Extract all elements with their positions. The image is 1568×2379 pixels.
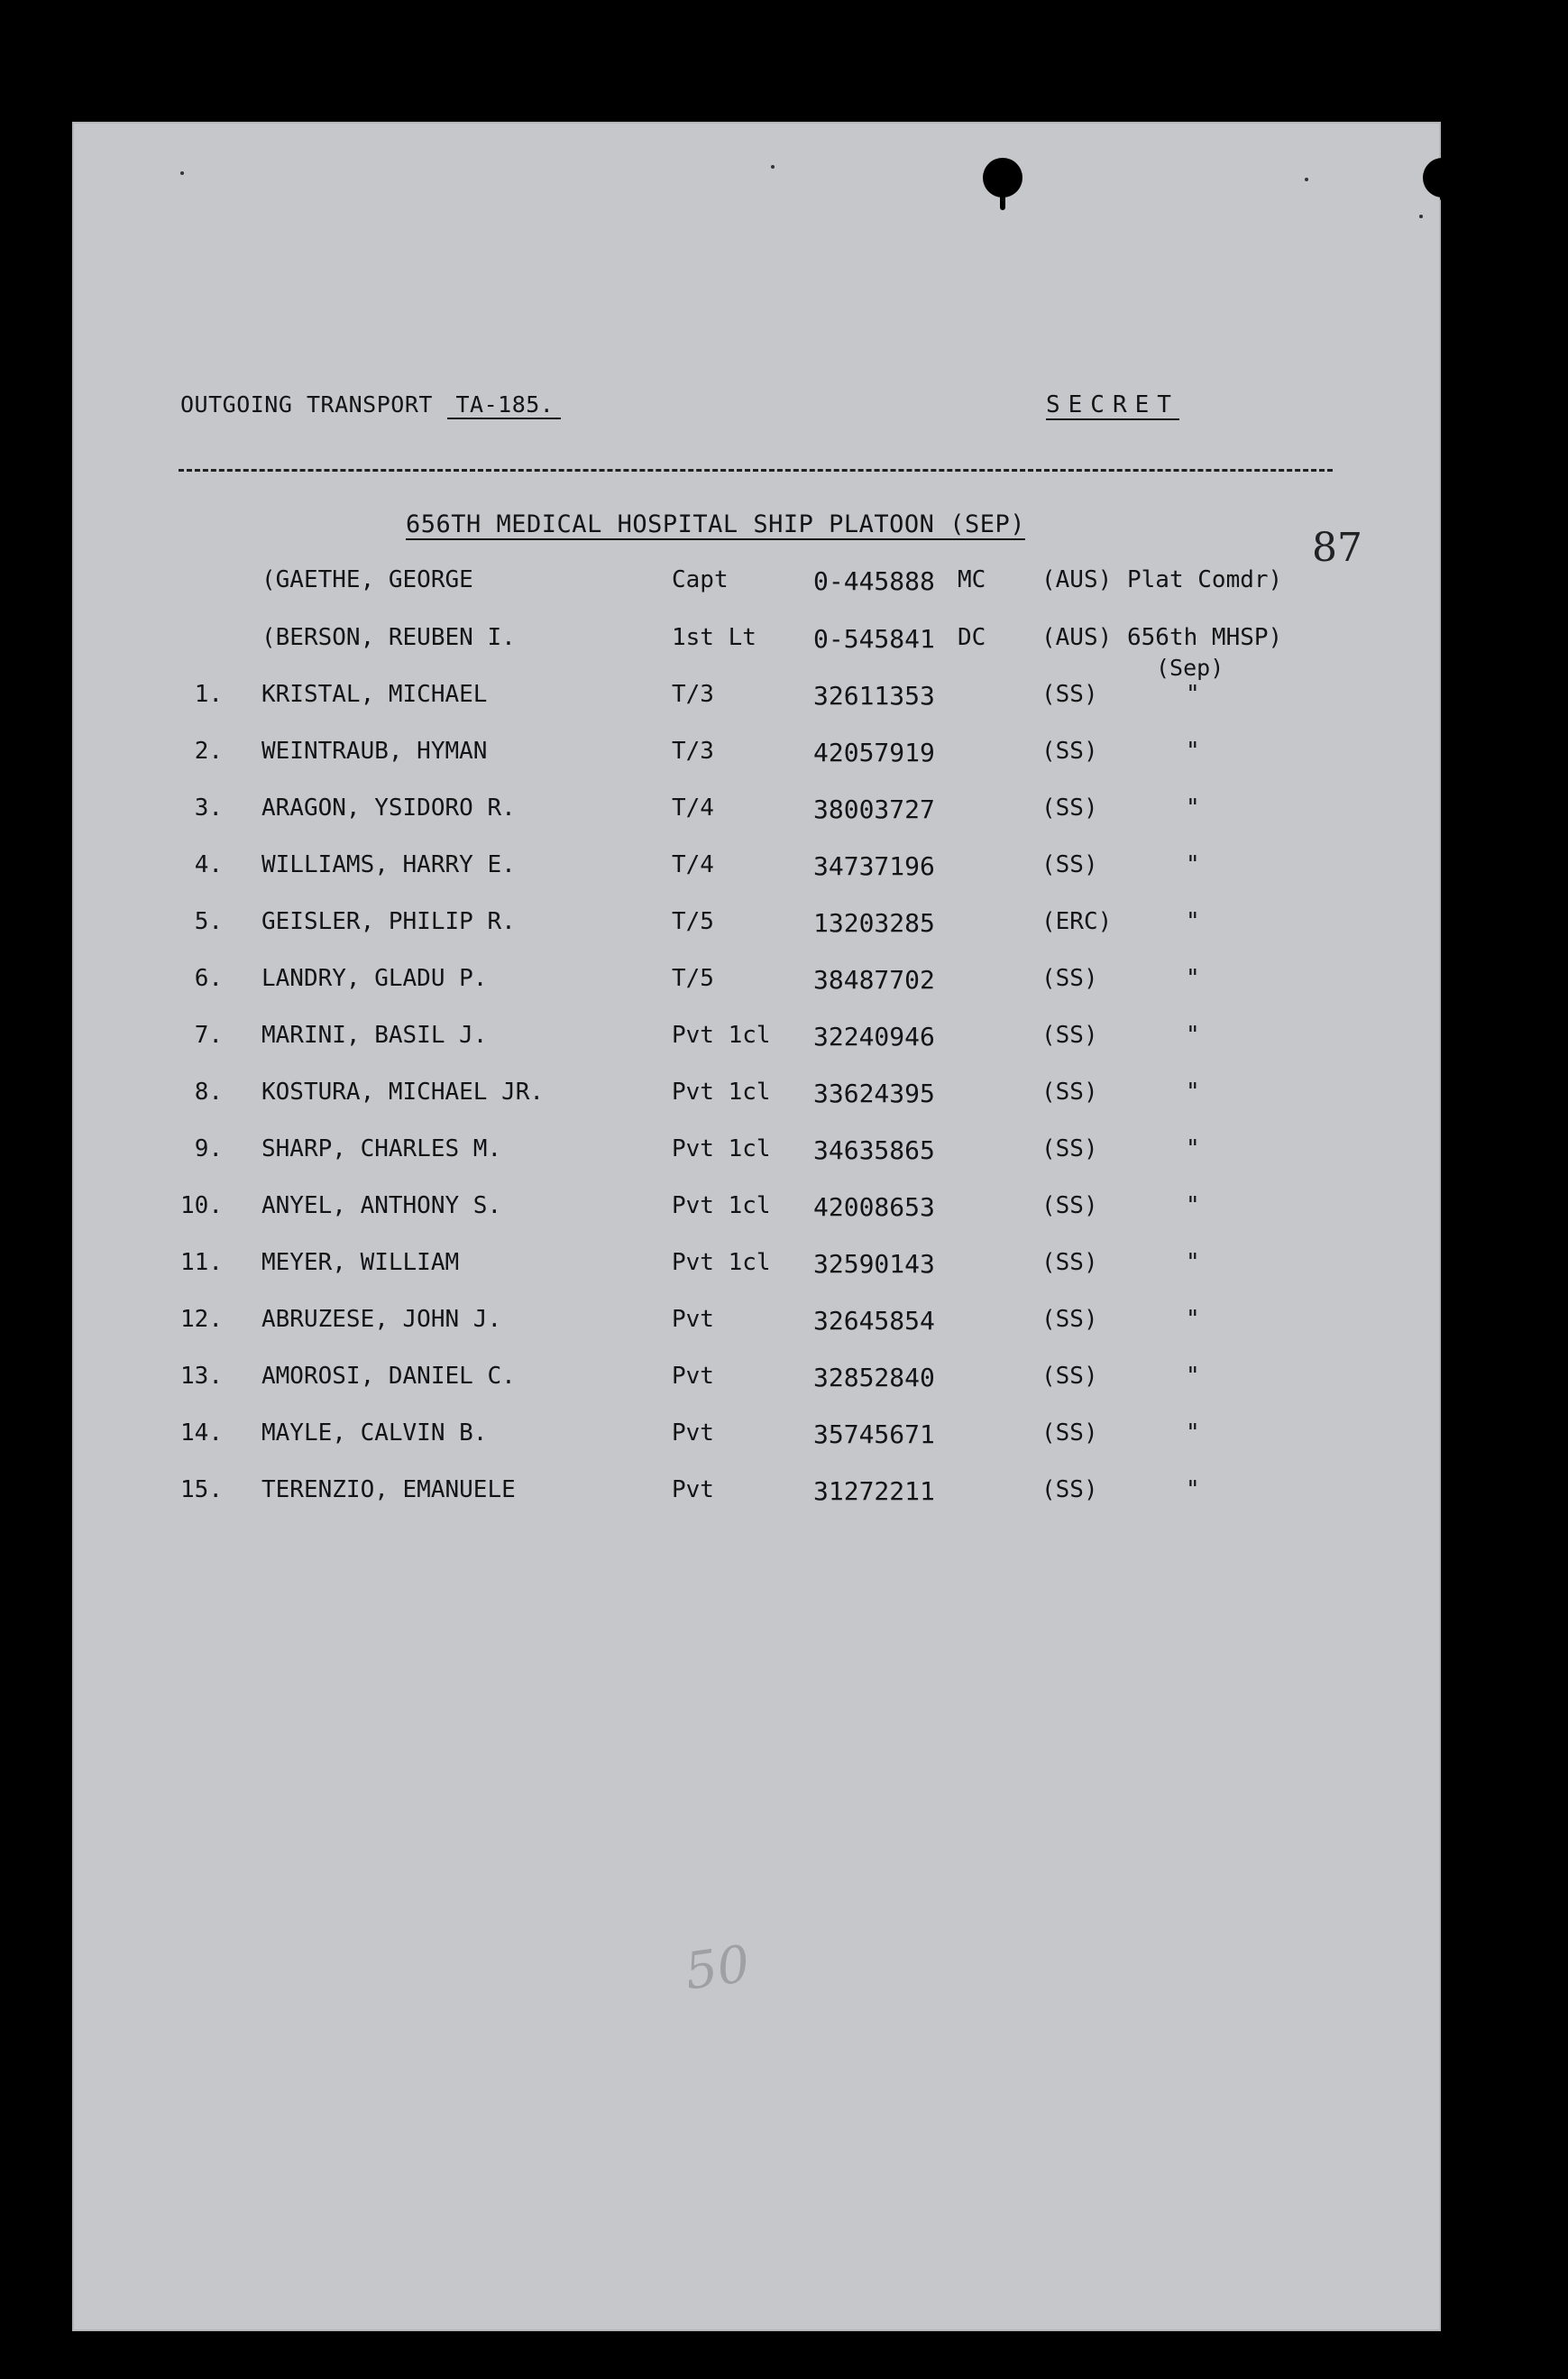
soldier-name: AMOROSI, DANIEL C. bbox=[261, 1363, 516, 1390]
row-number: 8. bbox=[194, 1079, 223, 1106]
soldier-rank: T/3 bbox=[672, 681, 714, 708]
soldier-name: ABRUZESE, JOHN J. bbox=[261, 1306, 502, 1333]
ditto-mark: " bbox=[1186, 1363, 1200, 1390]
soldier-serial: 33624395 bbox=[813, 1079, 935, 1108]
soldier-component: (SS) bbox=[1041, 1079, 1098, 1106]
officer-row bbox=[0, 566, 1568, 606]
soldier-serial: 32590143 bbox=[813, 1249, 935, 1279]
officer-rank: 1st Lt bbox=[672, 624, 756, 651]
ditto-mark: " bbox=[1186, 1079, 1200, 1106]
soldier-component: (SS) bbox=[1041, 681, 1098, 708]
officer-name: (BERSON, REUBEN I. bbox=[261, 624, 516, 651]
soldier-rank: Pvt bbox=[672, 1363, 714, 1390]
soldier-component: (SS) bbox=[1041, 1306, 1098, 1333]
soldier-name: TERENZIO, EMANUELE bbox=[261, 1476, 516, 1503]
soldier-name: WEINTRAUB, HYMAN bbox=[261, 738, 488, 765]
table-row bbox=[0, 681, 1568, 721]
soldier-name: WILLIAMS, HARRY E. bbox=[261, 851, 516, 878]
soldier-serial: 42008653 bbox=[813, 1192, 935, 1222]
soldier-component: (SS) bbox=[1041, 1022, 1098, 1049]
officer-component: (AUS) bbox=[1041, 624, 1113, 651]
soldier-name: KOSTURA, MICHAEL JR. bbox=[261, 1079, 545, 1106]
ditto-mark: " bbox=[1186, 965, 1200, 992]
unit-title: 656TH MEDICAL HOSPITAL SHIP PLATOON (SEP) bbox=[406, 510, 1025, 538]
table-row bbox=[0, 851, 1568, 891]
soldier-name: MARINI, BASIL J. bbox=[261, 1022, 488, 1049]
soldier-serial: 31272211 bbox=[813, 1476, 935, 1506]
soldier-name: ARAGON, YSIDORO R. bbox=[261, 795, 516, 822]
officer-branch: DC bbox=[958, 624, 986, 651]
soldier-component: (SS) bbox=[1041, 1363, 1098, 1390]
row-number: 12. bbox=[180, 1306, 223, 1333]
ditto-mark: " bbox=[1186, 1135, 1200, 1162]
dust-speck bbox=[1305, 178, 1308, 181]
soldier-serial: 13203285 bbox=[813, 908, 935, 938]
row-number: 2. bbox=[194, 738, 223, 765]
soldier-component: (ERC) bbox=[1041, 908, 1113, 935]
soldier-serial: 38003727 bbox=[813, 795, 935, 824]
table-row bbox=[0, 1306, 1568, 1346]
officer-component: (AUS) bbox=[1041, 566, 1113, 593]
ditto-mark: " bbox=[1186, 795, 1200, 822]
row-number: 4. bbox=[194, 851, 223, 878]
ditto-mark: " bbox=[1186, 851, 1200, 878]
row-number: 11. bbox=[180, 1249, 223, 1276]
soldier-name: KRISTAL, MICHAEL bbox=[261, 681, 488, 708]
ditto-mark: " bbox=[1186, 908, 1200, 935]
row-number: 6. bbox=[194, 965, 223, 992]
table-row bbox=[0, 1419, 1568, 1459]
soldier-name: MAYLE, CALVIN B. bbox=[261, 1419, 488, 1447]
soldier-name: SHARP, CHARLES M. bbox=[261, 1135, 502, 1162]
soldier-serial: 34737196 bbox=[813, 851, 935, 881]
ditto-mark: " bbox=[1186, 1419, 1200, 1447]
soldier-serial: 34635865 bbox=[813, 1135, 935, 1165]
officer-remark: Plat Comdr) bbox=[1127, 566, 1283, 593]
punch-hole bbox=[1423, 158, 1463, 197]
row-number: 15. bbox=[180, 1476, 223, 1503]
row-number: 10. bbox=[180, 1192, 223, 1219]
soldier-component: (SS) bbox=[1041, 795, 1098, 822]
officer-branch: MC bbox=[958, 566, 986, 593]
soldier-rank: Pvt bbox=[672, 1476, 714, 1503]
table-row bbox=[0, 1135, 1568, 1175]
soldier-component: (SS) bbox=[1041, 1135, 1098, 1162]
page-number: 87 bbox=[1312, 525, 1362, 571]
table-row bbox=[0, 965, 1568, 1005]
ditto-mark: " bbox=[1186, 681, 1200, 708]
table-row bbox=[0, 1192, 1568, 1232]
soldier-name: GEISLER, PHILIP R. bbox=[261, 908, 516, 935]
soldier-serial: 42057919 bbox=[813, 738, 935, 767]
transport-header bbox=[180, 391, 561, 418]
remark-continuation: (Sep) bbox=[1156, 655, 1224, 681]
table-row bbox=[0, 908, 1568, 948]
ditto-mark: " bbox=[1186, 1306, 1200, 1333]
officer-name: (GAETHE, GEORGE bbox=[261, 566, 473, 593]
officer-serial: 0-545841 bbox=[813, 624, 935, 654]
row-number: 5. bbox=[194, 908, 223, 935]
table-row bbox=[0, 738, 1568, 777]
soldier-serial: 38487702 bbox=[813, 965, 935, 995]
handwritten-note: 50 bbox=[681, 1934, 754, 2002]
soldier-rank: T/4 bbox=[672, 795, 714, 822]
officer-rank: Capt bbox=[672, 566, 729, 593]
soldier-name: LANDRY, GLADU P. bbox=[261, 965, 488, 992]
soldier-component: (SS) bbox=[1041, 1476, 1098, 1503]
soldier-rank: Pvt 1cl bbox=[672, 1079, 771, 1106]
soldier-rank: Pvt 1cl bbox=[672, 1249, 771, 1276]
table-row bbox=[0, 1476, 1568, 1516]
soldier-rank: T/3 bbox=[672, 738, 714, 765]
officer-serial: 0-445888 bbox=[813, 566, 935, 596]
ditto-mark: " bbox=[1186, 1192, 1200, 1219]
row-number: 3. bbox=[194, 795, 223, 822]
officer-remark: 656th MHSP) bbox=[1127, 624, 1283, 651]
soldier-rank: T/5 bbox=[672, 965, 714, 992]
classification-mark: SECRET bbox=[1046, 391, 1179, 418]
table-row bbox=[0, 1249, 1568, 1289]
soldier-serial: 32611353 bbox=[813, 681, 935, 711]
soldier-name: MEYER, WILLIAM bbox=[261, 1249, 460, 1276]
soldier-component: (SS) bbox=[1041, 738, 1098, 765]
table-row bbox=[0, 1079, 1568, 1118]
soldier-rank: T/5 bbox=[672, 908, 714, 935]
row-number: 1. bbox=[194, 681, 223, 708]
dust-speck bbox=[771, 165, 775, 169]
punch-hole bbox=[983, 158, 1022, 197]
transport-number: TA-185. bbox=[447, 391, 562, 419]
soldier-name: ANYEL, ANTHONY S. bbox=[261, 1192, 502, 1219]
soldier-component: (SS) bbox=[1041, 1192, 1098, 1219]
soldier-rank: Pvt 1cl bbox=[672, 1022, 771, 1049]
soldier-rank: Pvt 1cl bbox=[672, 1192, 771, 1219]
soldier-serial: 32645854 bbox=[813, 1306, 935, 1336]
soldier-rank: Pvt bbox=[672, 1306, 714, 1333]
soldier-component: (SS) bbox=[1041, 1419, 1098, 1447]
row-number: 7. bbox=[194, 1022, 223, 1049]
soldier-component: (SS) bbox=[1041, 965, 1098, 992]
ditto-mark: " bbox=[1186, 1476, 1200, 1503]
ditto-mark: " bbox=[1186, 738, 1200, 765]
dashed-divider bbox=[179, 469, 1333, 472]
soldier-serial: 32852840 bbox=[813, 1363, 935, 1392]
soldier-component: (SS) bbox=[1041, 1249, 1098, 1276]
officer-row bbox=[0, 624, 1568, 664]
row-number: 13. bbox=[180, 1363, 223, 1390]
row-number: 9. bbox=[194, 1135, 223, 1162]
table-row bbox=[0, 1022, 1568, 1061]
ditto-mark: " bbox=[1186, 1249, 1200, 1276]
dust-speck bbox=[180, 171, 184, 175]
dust-speck bbox=[1419, 215, 1423, 218]
soldier-rank: Pvt 1cl bbox=[672, 1135, 771, 1162]
soldier-serial: 32240946 bbox=[813, 1022, 935, 1052]
table-row bbox=[0, 795, 1568, 834]
soldier-serial: 35745671 bbox=[813, 1419, 935, 1449]
soldier-rank: Pvt bbox=[672, 1419, 714, 1447]
row-number: 14. bbox=[180, 1419, 223, 1447]
table-row bbox=[0, 1363, 1568, 1402]
transport-label: OUTGOING TRANSPORT bbox=[180, 391, 433, 418]
soldier-component: (SS) bbox=[1041, 851, 1098, 878]
ditto-mark: " bbox=[1186, 1022, 1200, 1049]
soldier-rank: T/4 bbox=[672, 851, 714, 878]
